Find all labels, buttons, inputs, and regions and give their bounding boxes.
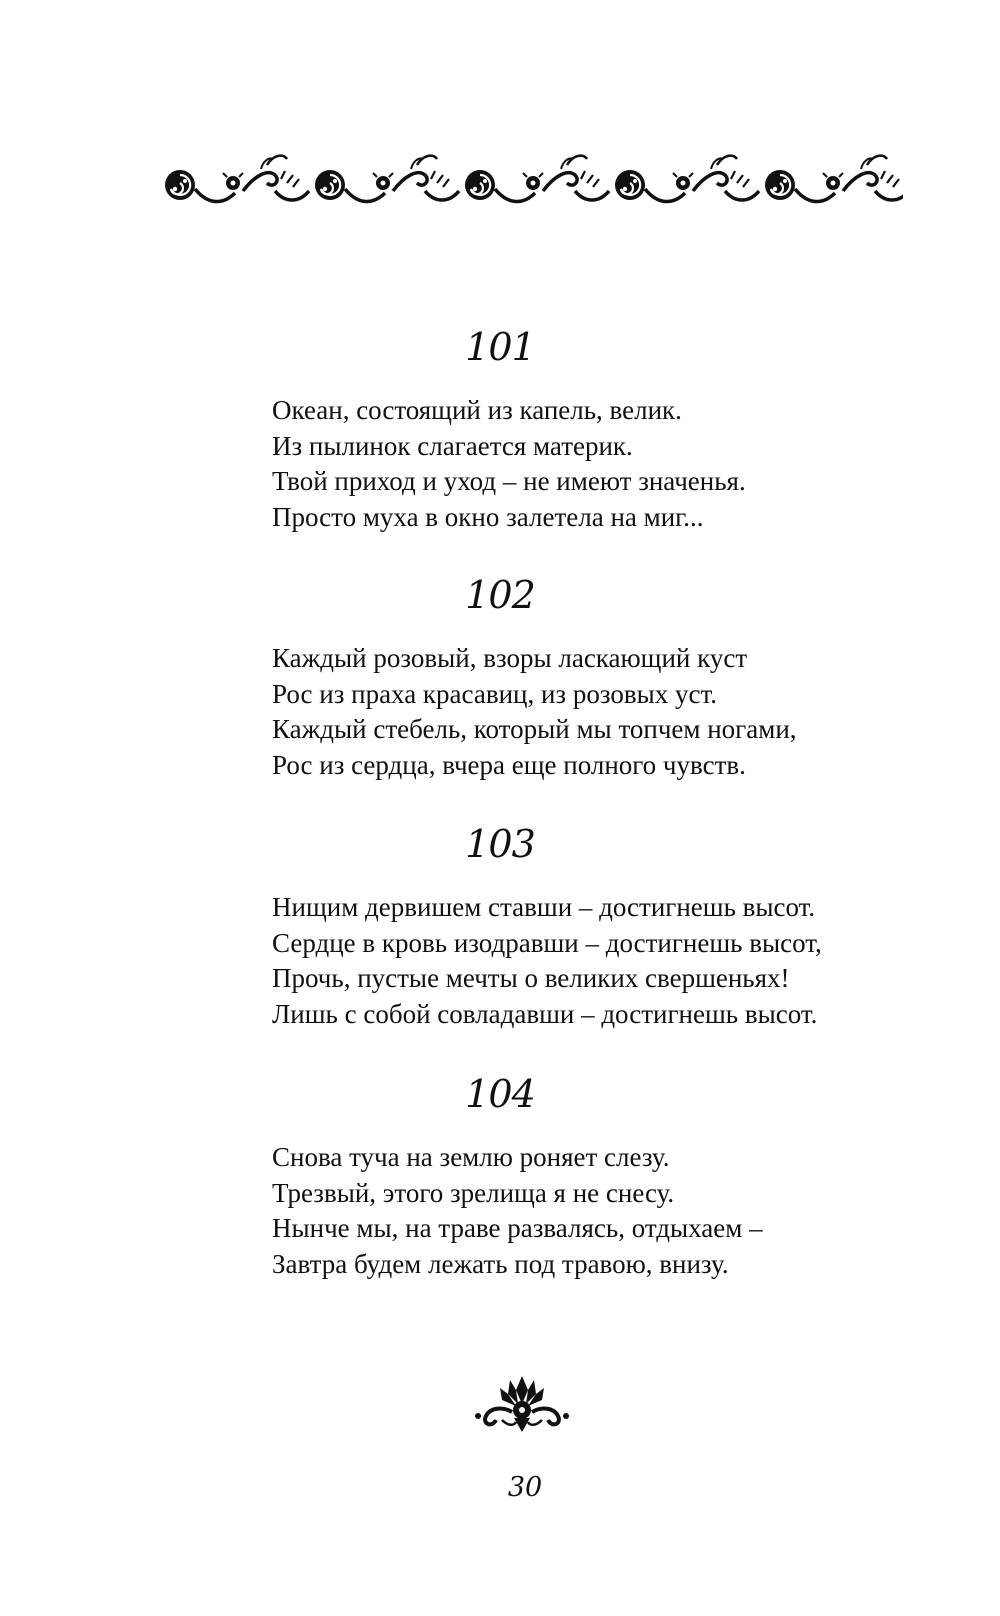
- poem-line: Рос из праха красавиц, из розовых уст.: [272, 678, 717, 709]
- palmette-fleuron-icon: [472, 1370, 572, 1436]
- poem-line: Твой приход и уход – не имеют значенья.: [272, 466, 746, 496]
- poem-number: 103: [465, 822, 535, 866]
- poem-line: Лишь с собой совладавши – достигнешь высот.: [272, 998, 818, 1029]
- poem-104: [272, 1072, 912, 1282]
- poem-103: [272, 822, 912, 1032]
- poem-stanza: [272, 641, 912, 783]
- poem-stanza: [272, 393, 912, 535]
- poem-line: Трезвый, этого зрелища я не снесу.: [272, 1177, 675, 1208]
- scroll-vine-unit: [165, 156, 309, 202]
- poem-line: Сердце в кровь изодравши – достигнешь высот,: [272, 927, 822, 958]
- poem-line: Снова туча на землю роняет слезу.: [272, 1142, 670, 1172]
- poem-stanza: [272, 1140, 912, 1282]
- page-number: 30: [507, 1472, 543, 1503]
- poem-line: Из пылинок слагается материк.: [272, 430, 633, 461]
- poem-line: Рос из сердца, вчера еще полного чувств.: [272, 749, 746, 780]
- scroll-vine-border-icon: [163, 145, 903, 223]
- poem-line: Нынче мы, на траве развалясь, отдыхаем –: [272, 1213, 763, 1243]
- poem-line: Океан, состоящий из капель, велик.: [272, 395, 682, 425]
- poem-line: Каждый стебель, который мы топчем ногами,: [272, 714, 797, 744]
- poem-101: [272, 325, 912, 535]
- poem-number: 101: [465, 325, 535, 369]
- poem-line: Завтра будем лежать под травою, внизу.: [272, 1248, 729, 1279]
- poem-line: Нищим дервишем ставши – достигнешь высот.: [272, 892, 816, 922]
- poem-stanza: [272, 890, 912, 1032]
- poem-number: 104: [465, 1072, 535, 1116]
- poem-number: 102: [465, 573, 535, 617]
- poem-line: Прочь, пустые мечты о великих свершеньях!: [272, 963, 790, 993]
- poem-line: Просто муха в окно залетела на миг...: [272, 501, 704, 532]
- poem-102: [272, 573, 912, 783]
- poem-line: Каждый розовый, взоры ласкающий куст: [272, 643, 748, 673]
